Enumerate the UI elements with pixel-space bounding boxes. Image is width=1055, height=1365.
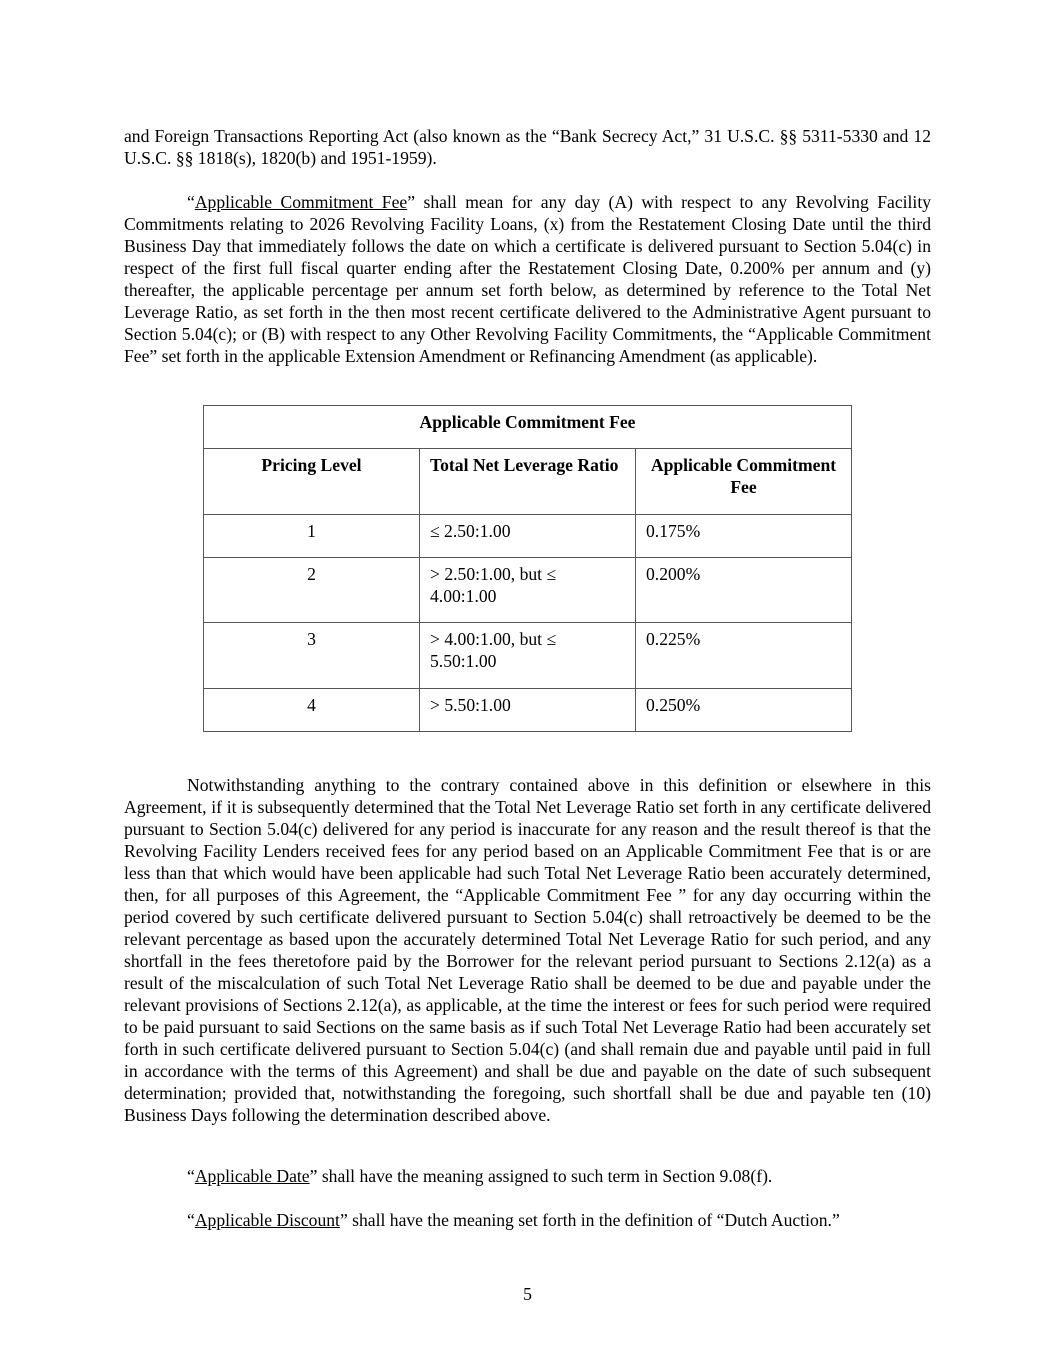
table-row bbox=[204, 515, 852, 558]
leverage-ratio: > 4.00:1.00, but ≤ 5.50:1.00 bbox=[420, 623, 636, 689]
quote: “ bbox=[187, 1210, 195, 1230]
table-row bbox=[204, 623, 852, 689]
paragraph-notwithstanding: Notwithstanding anything to the contrary contained above in this definition or elsewhere in this Agreement, if it is subsequently determined that the Total Net Leverage Ratio set forth in any certificate delivered pursuant to Section 5.04(c) delivered for any period is inaccurate for any reason and the result thereof is that the Revolving Facility Lenders received fees for any period based on an Applicable Commitment Fee that is or are less than that which would have been applicable had such Total Net Leverage Ratio been accurately determined, then, for all purposes of this Agreement, the “Applicable Commitment Fee ” for any day occurring within the period covered by such certificate delivered pursuant to Section 5.04(c) shall retroactively be deemed to be the relevant percentage as based upon the accurately determined Total Net Leverage Ratio for such period, and any shortfall in the fees theretofore paid by the Borrower for the relevant period pursuant to Sections 2.12(a) as a result of the miscalculation of such Total Net Leverage Ratio shall be deemed to be due and payable under the relevant provisions of Sections 2.12(a), as applicable, at the time the interest or fees for such period were required to be paid pursuant to said Sections on the same basis as if such Total Net Leverage Ratio had been accurately set forth in such certificate delivered pursuant to Section 5.04(c) (and shall remain due and payable until paid in full in accordance with the terms of this Agreement) and shall be due and payable on the date of such subsequent determination; provided that, notwithstanding the foregoing, such shortfall shall be due and payable ten (10) Business Days following the determination described above. bbox=[124, 775, 931, 1125]
column-header: Pricing Level bbox=[204, 449, 420, 515]
table-title: Applicable Commitment Fee bbox=[204, 406, 852, 449]
table-row bbox=[204, 689, 852, 732]
pricing-level: 2 bbox=[204, 558, 420, 623]
commitment-fee-table bbox=[203, 405, 852, 732]
table-row bbox=[204, 558, 852, 623]
definition-applicable-date bbox=[124, 1165, 931, 1187]
pricing-level: 1 bbox=[204, 515, 420, 558]
definition-text: ” shall have the meaning assigned to such term in Section 9.08(f). bbox=[309, 1166, 773, 1186]
defined-term: Applicable Commitment Fee bbox=[194, 192, 408, 212]
commitment-fee: 0.225% bbox=[636, 623, 852, 689]
paragraph-bank-secrecy: and Foreign Transactions Reporting Act (also known as the “Bank Secrecy Act,” 31 U.S.C. §§ 5311-5330 and 12 U.S.C. §§ 1818(s), 1820(b) and 1951-1959). bbox=[124, 126, 931, 168]
pricing-level: 3 bbox=[204, 623, 420, 689]
definition-applicable-discount bbox=[124, 1209, 931, 1231]
definition-applicable-commitment-fee bbox=[124, 191, 931, 367]
page-number: 5 bbox=[523, 1284, 532, 1304]
leverage-ratio: ≤ 2.50:1.00 bbox=[420, 515, 636, 558]
column-header: Total Net Leverage Ratio bbox=[420, 449, 636, 515]
defined-term: Applicable Date bbox=[194, 1166, 310, 1186]
commitment-fee: 0.175% bbox=[636, 515, 852, 558]
commitment-fee: 0.200% bbox=[636, 558, 852, 623]
leverage-ratio: > 2.50:1.00, but ≤ 4.00:1.00 bbox=[420, 558, 636, 623]
column-header: Applicable Commitment Fee bbox=[636, 449, 852, 515]
commitment-fee: 0.250% bbox=[636, 689, 852, 732]
defined-term: Applicable Discount bbox=[194, 1210, 340, 1230]
quote: “ bbox=[187, 1166, 195, 1186]
definition-text: ” shall mean for any day (A) with respect to any Revolving Facility Commitments relating to 2026 Revolving Facility Loans, (x) from the Restatement Closing Date until the third Business Day that immediately follows the date on which a certificate is delivered pursuant to Section 5.04(c) in respect of the first full fiscal quarter ending after the Restatement Closing Date, 0.200% per annum and (y) thereafter, the applicable percentage per annum set forth below, as determined by reference to the Total Net Leverage Ratio, as set forth in the then most recent certificate delivered to the Administrative Agent pursuant to Section 5.04(c); or (B) with respect to any Other Revolving Facility Commitments, the “Applicable Commitment Fee” set forth in the applicable Extension Amendment or Refinancing Amendment (as applicable). bbox=[124, 192, 932, 366]
pricing-level: 4 bbox=[204, 689, 420, 732]
definition-text: ” shall have the meaning set forth in the definition of “Dutch Auction.” bbox=[339, 1210, 840, 1230]
quote: “ bbox=[187, 192, 195, 212]
leverage-ratio: > 5.50:1.00 bbox=[420, 689, 636, 732]
